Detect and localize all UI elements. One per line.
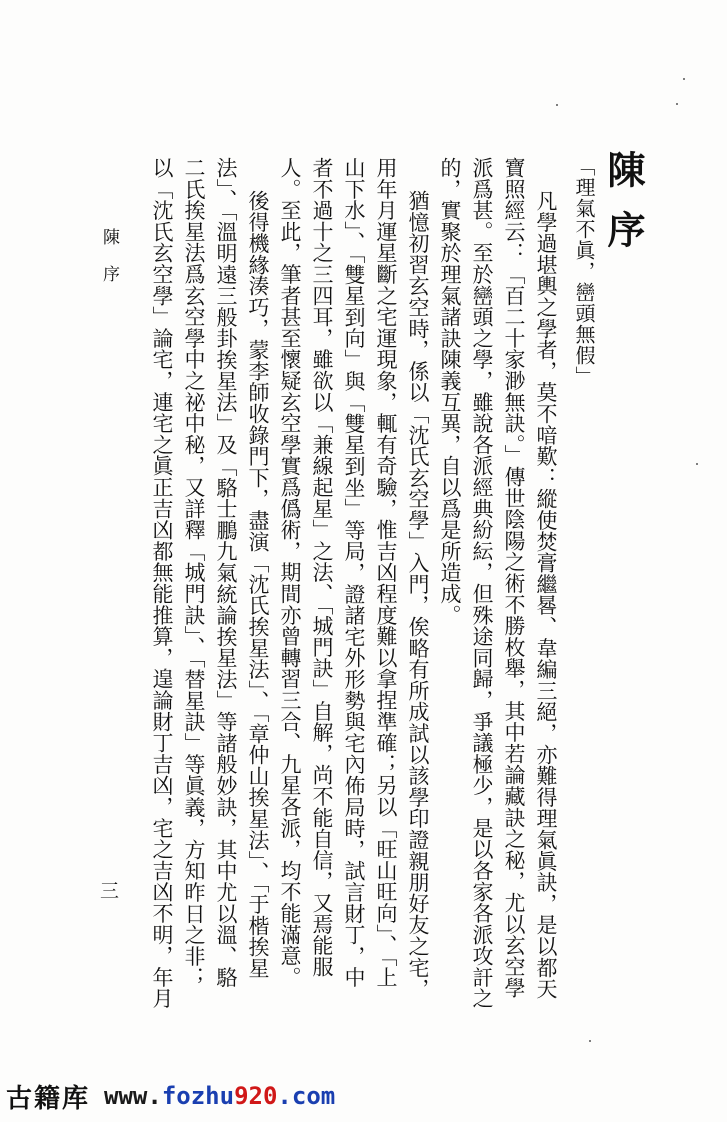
text-column-12: 二氏挨星法爲玄空學中之祕中秘，又詳釋「城門訣」、「替星訣」等眞義，方知昨日之非； — [182, 157, 206, 988]
scan-speck — [556, 104, 558, 106]
text-column-13: 以「沈氏玄空學」論宅，連宅之眞正吉凶都無能推算，遑論財丁吉凶，宅之吉凶不明，年月 — [150, 157, 174, 1009]
text-column-4: 的，實聚於理氣諸訣陳義互異，自以爲是所造成。 — [438, 157, 462, 626]
text-column-1: 凡學過堪輿之學者，莫不喑歎：縱使焚膏繼晷、韋編三絕，亦難得理氣眞訣，是以都天 — [534, 190, 558, 1000]
text-column-2: 寶照經云：「百二十家渺無訣。」傳世陰陽之術不勝枚舉，其中若論藏訣之秘，尤以玄空學 — [502, 157, 526, 999]
text-column-10: 後得機緣湊巧，蒙李師收錄門下，盡演「沈氏挨星法」、「章仲山挨星法」、「于楷挨星 — [246, 190, 270, 979]
text-column-7: 山下水」、「雙星到向」與「雙星到坐」等局，證諸宅外形勢與宅內佈局時，試言財丁，中 — [342, 157, 366, 988]
footer-url-domain: fozhu — [161, 1082, 235, 1110]
scan-speck — [676, 103, 678, 105]
text-column-9: 人。至此，筆者甚至懷疑玄空學實爲僞術，期間亦曾轉習三合、九星各派，均不能滿意。 — [278, 157, 302, 988]
page-subtitle: 「理氣不眞，巒頭無假」 — [572, 156, 596, 387]
running-title: 陳序 — [99, 228, 119, 302]
page-title: 陳序 — [601, 150, 646, 270]
text-column-8: 者不過十之三四耳，雖欲以「兼線起星」之法、「城門訣」自解，尚不能自信，又焉能服 — [310, 157, 334, 978]
scan-speck — [696, 463, 698, 465]
text-column-6: 用年月運星斷之宅運現象，輒有奇驗，惟吉凶程度難以拿捏準確；另以「旺山旺向」、「上 — [374, 157, 398, 988]
text-column-11: 法」、「溫明遠三般卦挨星法」及「駱士鵬九氣統論挨星法」等諸般妙訣，其中尤以溫、駱 — [214, 157, 238, 988]
watermark-footer — [6, 1080, 335, 1112]
footer-url[interactable] — [104, 1082, 335, 1110]
page-number: 三 — [100, 880, 120, 902]
scan-speck — [589, 1040, 591, 1042]
text-column-3: 派爲甚。至於巒頭之學，雖說各派經典紛紜，但殊途同歸，爭議極少，是以各家各派攻訐之 — [470, 157, 494, 1009]
scan-speck — [683, 78, 685, 80]
footer-brand: 古籍库 — [6, 1083, 91, 1114]
footer-url-suffix: .com — [277, 1082, 336, 1110]
text-column-5: 猶憶初習玄空時，係以「沈氏玄空學」入門，俟略有所成試以該學印證親朋好友之宅， — [406, 190, 430, 1000]
footer-url-number: 920 — [234, 1082, 278, 1110]
footer-url-prefix: www. — [104, 1082, 162, 1110]
